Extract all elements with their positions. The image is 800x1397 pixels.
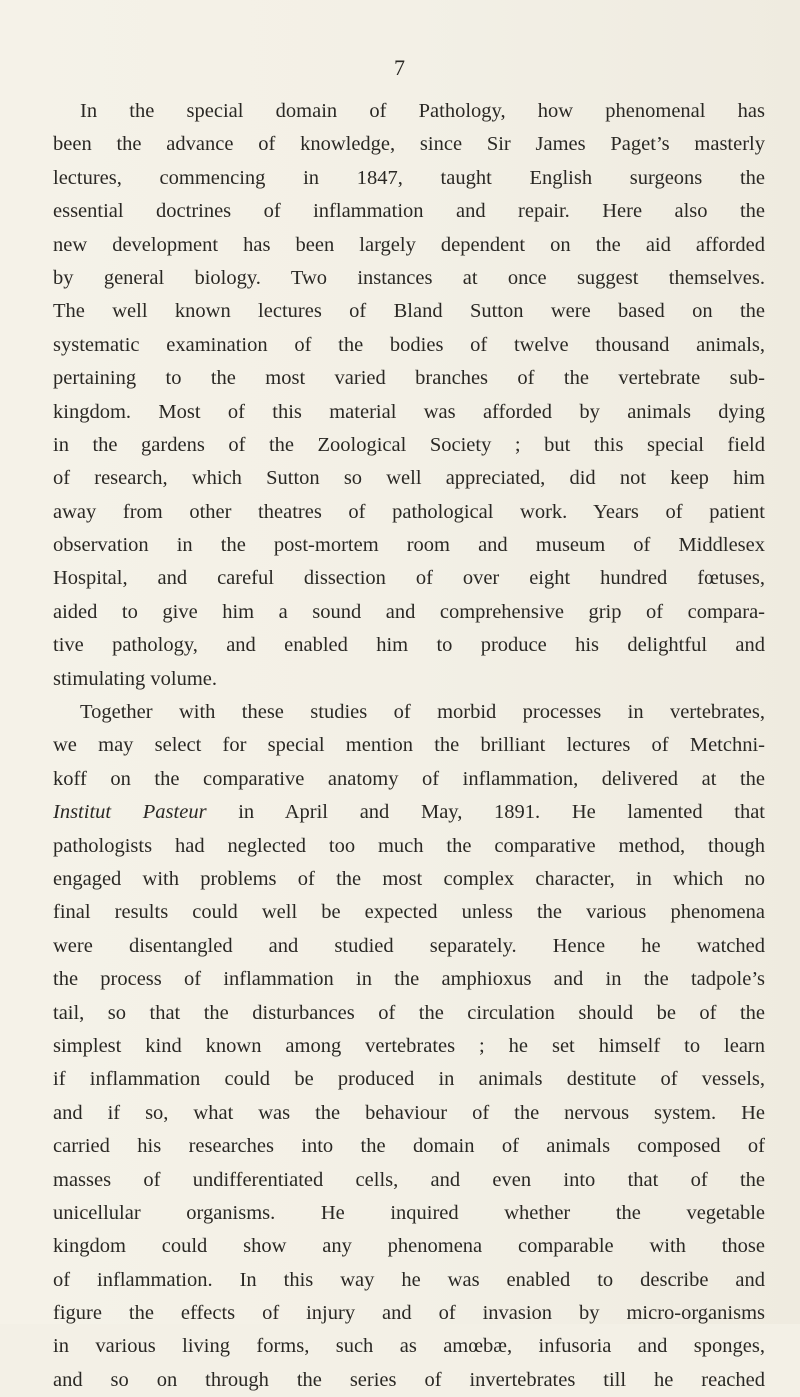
text-line: Hospital, and careful dissection of over eight hundred fœtuses, <box>53 567 765 590</box>
text-line: pathologists had neglected too much the comparative method, though <box>53 834 765 857</box>
text-line: In the special domain of Pathology, how phenomenal has <box>80 100 765 122</box>
text-line: kingdom. Most of this material was afforded by animals dying <box>53 400 765 423</box>
text-line: tail, so that the disturbances of the circulation should be of the <box>53 1001 765 1024</box>
text-line: were disentangled and studied separately. Hence he watched <box>53 934 765 957</box>
text-line: away from other theatres of pathological work. Years of patient <box>53 500 765 523</box>
italic-phrase: Institut Pasteur <box>53 801 207 824</box>
text-line: aided to give him a sound and comprehensive grip of compara- <box>53 600 765 623</box>
text-line: masses of undifferentiated cells, and even into that of the <box>53 1168 765 1191</box>
text-line: been the advance of knowledge, since Sir James Paget’s masterly <box>53 133 765 156</box>
text-line: in the gardens of the Zoological Society ; but this special field <box>53 433 765 456</box>
text-line: by general biology. Two instances at once suggest themselves. <box>53 266 765 289</box>
text-line <box>53 796 765 829</box>
text-line: stimulating volume. <box>53 667 217 690</box>
text-line: figure the effects of injury and of invasion by micro-organisms <box>53 1302 765 1325</box>
text-line: the process of inflammation in the amphioxus and in the tadpole’s <box>53 968 765 991</box>
text-line: of research, which Sutton so well appreciated, did not keep him <box>53 467 765 490</box>
text-line: observation in the post-mortem room and museum of Middlesex <box>53 534 765 557</box>
text-line: koff on the comparative anatomy of inflammation, delivered at the <box>53 767 765 790</box>
text-line: of inflammation. In this way he was enabled to describe and <box>53 1268 765 1291</box>
text-line: kingdom could show any phenomena comparable with those <box>53 1235 765 1258</box>
text-line: pertaining to the most varied branches of the vertebrate sub- <box>53 367 765 390</box>
text-line: final results could well be expected unless the various phenomena <box>53 901 765 924</box>
text-line: Together with these studies of morbid processes in vertebrates, <box>80 701 765 724</box>
page-number: 7 <box>394 55 406 80</box>
text-segment: in April and May, 1891. He lamented that <box>206 801 765 824</box>
text-line: and so on through the series of invertebrates till he reached <box>53 1368 765 1391</box>
text-line: essential doctrines of inflammation and repair. Here also the <box>53 200 765 223</box>
text-line: we may select for special mention the brilliant lectures of Metchni- <box>53 734 765 757</box>
text-line: new development has been largely dependent on the aid afforded <box>53 233 765 256</box>
text-line: The well known lectures of Bland Sutton were based on the <box>53 300 765 323</box>
body-text <box>53 95 765 1397</box>
text-line: systematic examination of the bodies of twelve thousand animals, <box>53 333 765 356</box>
text-line: tive pathology, and enabled him to produce his delightful and <box>53 634 765 657</box>
text-line: engaged with problems of the most complex character, in which no <box>53 867 765 890</box>
text-line: if inflammation could be produced in animals destitute of vessels, <box>53 1068 765 1091</box>
text-line: and if so, what was the behaviour of the nervous system. He <box>53 1101 765 1124</box>
text-line: simplest kind known among vertebrates ; he set himself to learn <box>53 1034 765 1057</box>
text-line: lectures, commencing in 1847, taught English surgeons the <box>53 166 765 189</box>
text-line: carried his researches into the domain of animals composed of <box>53 1135 765 1158</box>
text-line: unicellular organisms. He inquired whether the vegetable <box>53 1201 765 1224</box>
text-line: in various living forms, such as amœbæ, infusoria and sponges, <box>53 1335 765 1358</box>
